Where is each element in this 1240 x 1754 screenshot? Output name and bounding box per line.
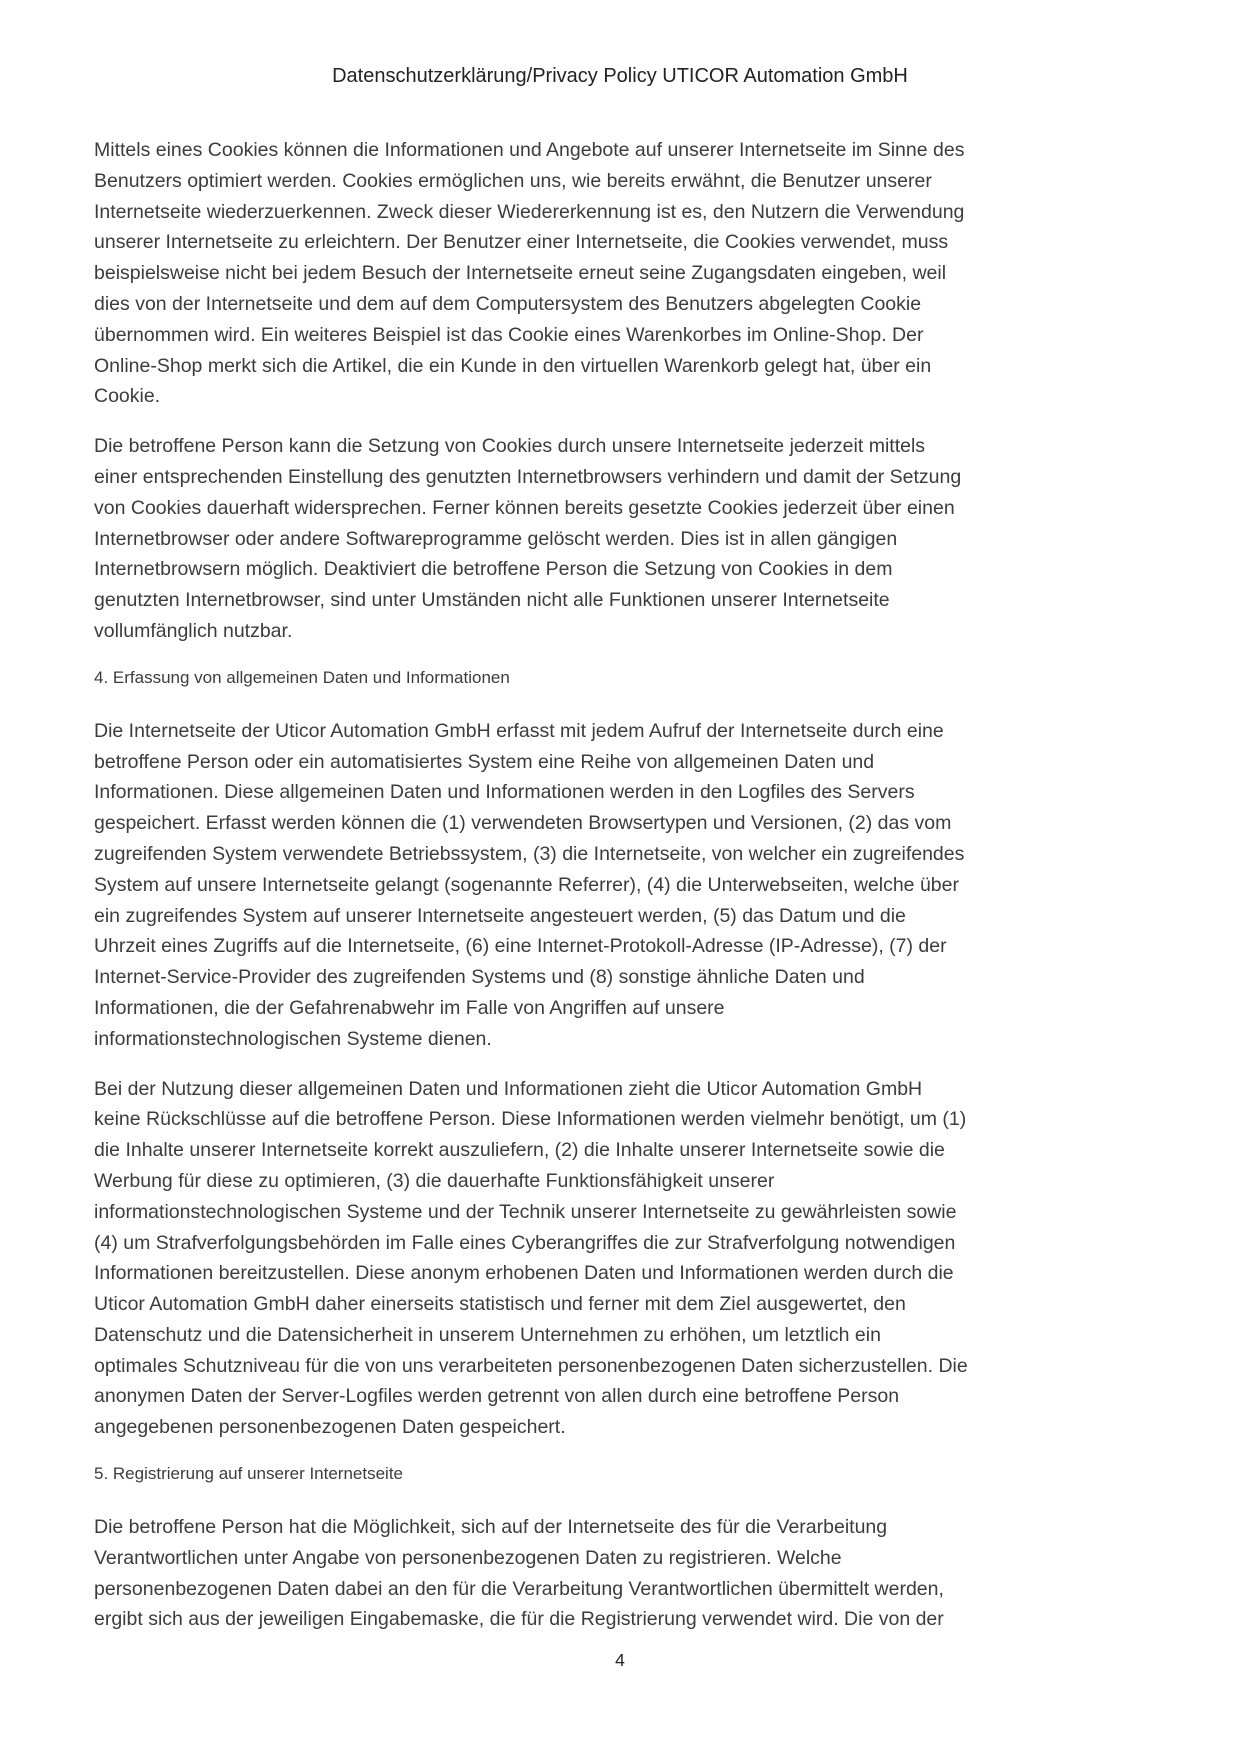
text-line: Bei der Nutzung dieser allgemeinen Daten und Informationen zieht die Uticor Automation GmbH	[94, 1077, 923, 1100]
text-line: angegebenen personenbezogenen Daten gespeichert.	[94, 1416, 566, 1439]
paragraph-registration	[94, 1512, 1170, 1635]
text-line: Uhrzeit eines Zugriffs auf die Internetseite, (6) eine Internet-Protokoll-Adresse (IP-Adresse), (7) der	[94, 935, 947, 958]
text-line: Cookie.	[94, 385, 161, 408]
text-line: von Cookies dauerhaft widersprechen. Ferner können bereits gesetzte Cookies jederzeit über einen	[94, 496, 955, 519]
text-line: Mittels eines Cookies können die Informationen und Angebote auf unserer Internetseite im Sinne des	[94, 139, 965, 161]
text-line: keine Rückschlüsse auf die betroffene Person. Diese Informationen werden vielmehr benötigt, um (1)	[94, 1108, 967, 1131]
text-line: Internetbrowser oder andere Softwareprogramme gelöscht werden. Dies ist in allen gängigen	[94, 527, 898, 550]
text-line: übernommen wird. Ein weiteres Beispiel ist das Cookie eines Warenkorbes im Online-Shop. Der	[94, 323, 924, 346]
text-line: Verantwortlichen unter Angabe von personenbezogenen Daten zu registrieren. Welche	[94, 1546, 842, 1569]
text-line: Werbung für diese zu optimieren, (3) die dauerhafte Funktionsfähigkeit unserer	[94, 1169, 775, 1192]
text-line: System auf unsere Internetseite gelangt (sogenannte Referrer), (4) die Unterwebseiten, welche über	[94, 873, 959, 896]
section-heading-4: 4. Erfassung von allgemeinen Daten und Informationen	[94, 667, 510, 687]
text-line: einer entsprechenden Einstellung des genutzten Internetbrowsers verhindern und damit der Setzung	[94, 465, 962, 488]
text-line: Die Internetseite der Uticor Automation GmbH erfasst mit jedem Aufruf der Internetseite durch eine	[94, 719, 944, 742]
text-line: informationstechnologischen Systeme und der Technik unserer Internetseite zu gewährleisten sowie	[94, 1200, 957, 1223]
text-line: anonymen Daten der Server-Logfiles werden getrennt von allen durch eine betroffene Person	[94, 1385, 900, 1408]
text-line: vollumfänglich nutzbar.	[94, 619, 293, 642]
text-line: gespeichert. Erfasst werden können die (1) verwendeten Browsertypen und Versionen, (2) das vom	[94, 812, 952, 835]
text-line: zugreifenden System verwendete Betriebssystem, (3) die Internetseite, von welcher ein zugreifendes	[94, 842, 965, 865]
text-line: ein zugreifendes System auf unserer Internetseite angesteuert werden, (5) das Datum und die	[94, 904, 906, 927]
text-line: (4) um Strafverfolgungsbehörden im Falle eines Cyberangriffes die zur Strafverfolgung notwendigen	[94, 1231, 956, 1254]
text-line: Internet-Service-Provider des zugreifenden Systems und (8) sonstige ähnliche Daten und	[94, 966, 865, 989]
text-line: Informationen, die der Gefahrenabwehr im Falle von Angriffen auf unsere	[94, 996, 725, 1019]
text-line: Informationen. Diese allgemeinen Daten und Informationen werden in den Logfiles des Servers	[94, 781, 915, 804]
text-line: unserer Internetseite zu erleichtern. Der Benutzer einer Internetseite, die Cookies verwendet, muss	[94, 231, 949, 254]
document-body	[0, 135, 1240, 1635]
text-line: betroffene Person oder ein automatisiertes System eine Reihe von allgemeinen Daten und	[94, 750, 875, 773]
text-line: ergibt sich aus der jeweiligen Eingabemaske, die für die Registrierung verwendet wird. Die von der	[94, 1608, 944, 1631]
text-line: genutzten Internetbrowser, sind unter Umständen nicht alle Funktionen unserer Internetseite	[94, 589, 890, 612]
text-line: informationstechnologischen Systeme dienen.	[94, 1027, 492, 1050]
paragraph-general-data-usage	[94, 1074, 1170, 1444]
text-line: Datenschutz und die Datensicherheit in unserem Unternehmen zu erhöhen, um letztlich ein	[94, 1323, 881, 1346]
page-number: 4	[615, 1650, 625, 1670]
text-line: optimales Schutzniveau für die von uns verarbeiteten personenbezogenen Daten sicherzustellen. Die	[94, 1354, 968, 1377]
text-line: Internetseite wiederzuerkennen. Zweck dieser Wiedererkennung ist es, den Nutzern die Verwendung	[94, 200, 965, 223]
paragraph-general-data-collection	[94, 716, 1170, 1055]
text-line: Benutzers optimiert werden. Cookies ermöglichen uns, wie bereits erwähnt, die Benutzer unserer	[94, 169, 932, 192]
text-line: Internetbrowsern möglich. Deaktiviert die betroffene Person die Setzung von Cookies in dem	[94, 558, 893, 581]
paragraph-cookies-benefits	[94, 135, 1170, 412]
text-line: Informationen bereitzustellen. Diese anonym erhobenen Daten und Informationen werden durch die	[94, 1262, 954, 1285]
text-line: Die betroffene Person hat die Möglichkeit, sich auf der Internetseite des für die Verarbeitung	[94, 1516, 888, 1539]
text-line: beispielsweise nicht bei jedem Besuch der Internetseite erneut seine Zugangsdaten eingeben, weil	[94, 262, 947, 285]
paragraph-cookies-optout	[94, 431, 1170, 647]
text-line: Online-Shop merkt sich die Artikel, die ein Kunde in den virtuellen Warenkorb gelegt hat, über ein	[94, 354, 932, 377]
text-line: personenbezogenen Daten dabei an den für die Verarbeitung Verantwortlichen übermittelt werden,	[94, 1577, 944, 1600]
text-line: dies von der Internetseite und dem auf dem Computersystem des Benutzers abgelegten Cookie	[94, 292, 922, 315]
text-line: Die betroffene Person kann die Setzung von Cookies durch unsere Internetseite jederzeit mittels	[94, 435, 926, 458]
text-line: Uticor Automation GmbH daher einerseits statistisch und ferner mit dem Ziel ausgewertet, den	[94, 1293, 906, 1316]
document-title: Datenschutzerklärung/Privacy Policy UTICOR Automation GmbH	[332, 65, 908, 87]
section-heading-5: 5. Registrierung auf unserer Internetseite	[94, 1464, 404, 1484]
text-line: die Inhalte unserer Internetseite korrekt auszuliefern, (2) die Inhalte unserer Internetseite sowie die	[94, 1139, 945, 1162]
